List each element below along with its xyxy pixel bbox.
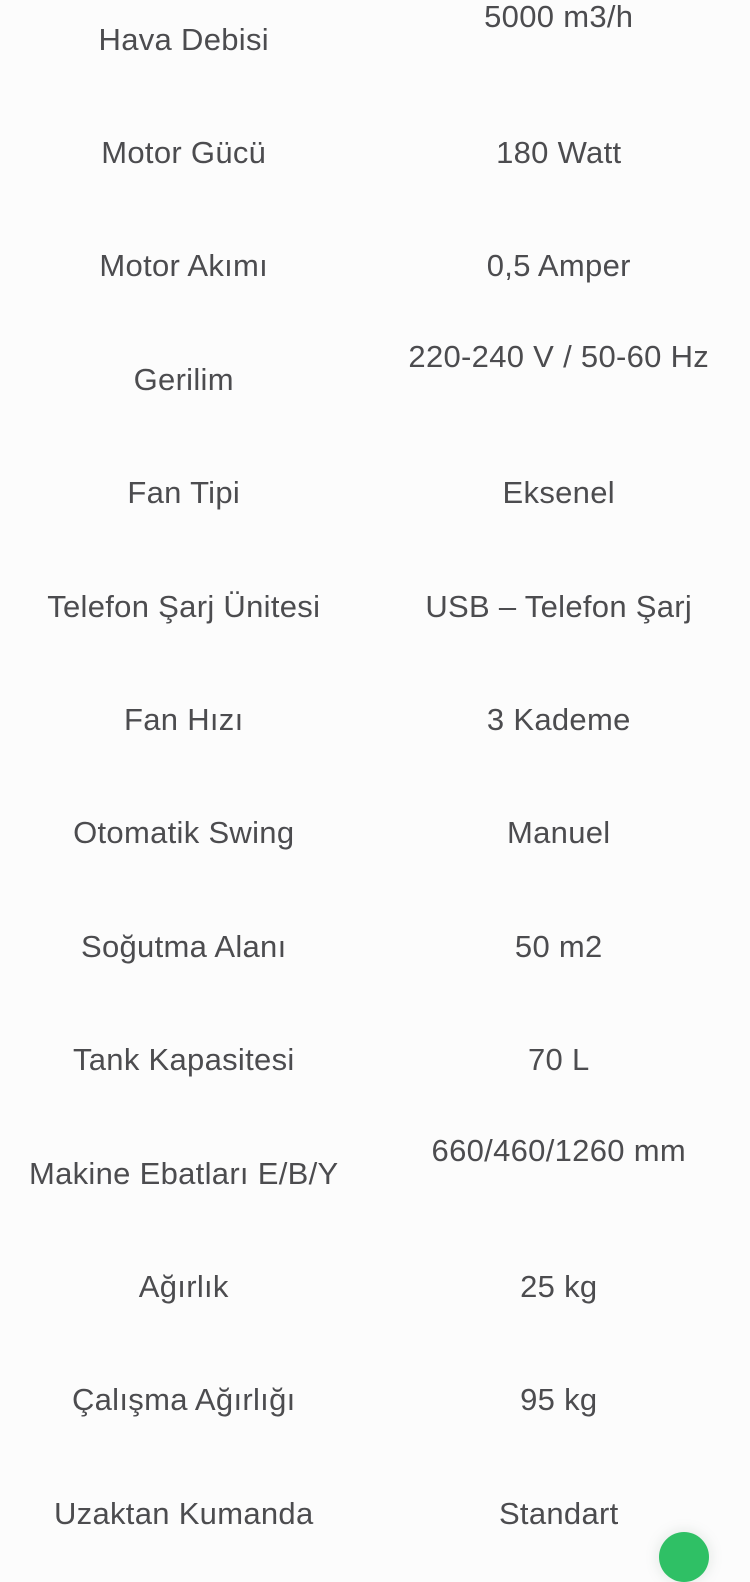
spec-value: 180 Watt: [368, 135, 750, 171]
spec-row: [0, 0, 750, 96]
spec-value: 0,5 Amper: [368, 248, 750, 284]
spec-label: Tank Kapasitesi: [0, 1042, 368, 1078]
spec-value: Eksenel: [368, 475, 750, 511]
spec-row: [0, 777, 750, 890]
spec-row: [0, 96, 750, 209]
spec-value: USB – Telefon Şarj: [368, 589, 750, 625]
spec-label: Makine Ebatları E/B/Y: [0, 1156, 368, 1192]
spec-row: [0, 1004, 750, 1117]
spec-value: 70 L: [368, 1042, 750, 1078]
spec-label: Hava Debisi: [0, 22, 368, 58]
spec-label: Uzaktan Kumanda: [0, 1496, 368, 1532]
spec-label: Telefon Şarj Ünitesi: [0, 589, 368, 625]
spec-label: Fan Tipi: [0, 475, 368, 511]
spec-label: Otomatik Swing: [0, 815, 368, 851]
spec-value: 3 Kademe: [368, 702, 750, 738]
spec-label: Motor Akımı: [0, 248, 368, 284]
spec-row: [0, 1117, 750, 1230]
spec-row: [0, 1230, 750, 1343]
spec-value: 50 m2: [368, 929, 750, 965]
spec-label: Ağırlık: [0, 1269, 368, 1305]
spec-value: Standart: [368, 1496, 750, 1532]
spec-label: Çalışma Ağırlığı: [0, 1382, 368, 1418]
spec-value: Manuel: [368, 815, 750, 851]
spec-value: 5000 m3/h: [368, 0, 750, 35]
spec-label: Gerilim: [0, 362, 368, 398]
spec-row: [0, 663, 750, 776]
spec-row: [0, 890, 750, 1003]
spec-value: 95 kg: [368, 1382, 750, 1418]
spec-row: [0, 1344, 750, 1457]
spec-row: [0, 437, 750, 550]
spec-row: [0, 550, 750, 663]
chat-fab-button[interactable]: [659, 1532, 709, 1582]
spec-row: [0, 210, 750, 323]
spec-value: 660/460/1260 mm: [368, 1133, 750, 1169]
spec-label: Fan Hızı: [0, 702, 368, 738]
spec-label: Soğutma Alanı: [0, 929, 368, 965]
spec-value: 220-240 V / 50-60 Hz: [368, 339, 750, 375]
spec-row: [0, 323, 750, 436]
spec-row: [0, 1457, 750, 1570]
spec-value: 25 kg: [368, 1269, 750, 1305]
spec-label: Motor Gücü: [0, 135, 368, 171]
